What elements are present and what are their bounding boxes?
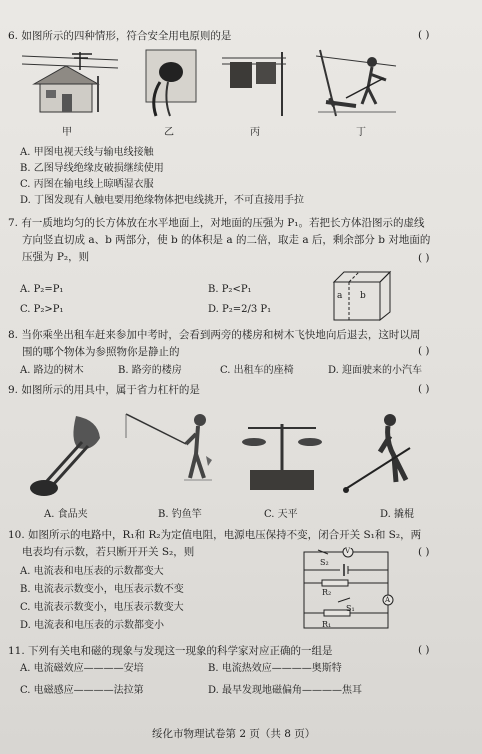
q8-answer-paren: ( ) <box>418 345 430 357</box>
q10-option-a: A. 电流表和电压表的示数都变大 <box>20 566 164 577</box>
q10-label-r1: R₁ <box>322 620 332 629</box>
q6-option-d: D. 丁图发现有人触电要用绝缘物体把电线挑开，不可直接用手拉 <box>20 195 305 206</box>
q6-option-b: B. 乙图导线绝缘皮破损继续使用 <box>20 163 164 174</box>
q7-option-d: D. P₂=2/3 P₁ <box>208 304 272 315</box>
page-footer: 绥化市物理试卷第 2 页（共 8 页） <box>152 728 316 740</box>
q10-stem-line2: 电表均有示数，若只断开开关 S₂，则 <box>22 546 195 558</box>
q6-figure-bing-wet-clothes <box>222 48 286 118</box>
q11-option-d: D. 最早发现地磁偏角————焦耳 <box>208 685 363 696</box>
q9-stem: 9. 如图所示的用具中，属于省力杠杆的是 <box>8 384 200 396</box>
q7-stem-line2: 方向竖直切成 a、b 两部分，使 b 的体积是 a 的二倍，取走 a 后，剩余部分 b 对地面的 <box>22 234 431 246</box>
q8-option-a: A. 路边的树木 <box>20 365 84 376</box>
q7-stem-line1: 7. 有一质地均匀的长方体放在水平地面上，对地面的压强为 P₁。若把长方体沿图示的虚线 <box>8 217 425 229</box>
q7-answer-paren: ( ) <box>418 252 430 264</box>
q10-stem-line1: 10. 如图所示的电路中，R₁和 R₂为定值电阻，电源电压保持不变，闭合开关 S₁和 S₂，两 <box>8 529 422 541</box>
q7-option-a: A. P₂=P₁ <box>20 284 64 295</box>
q9-caption-d: D. 撬棍 <box>380 509 415 520</box>
q11-stem: 11. 下列有关电和磁的现象与发现这一现象的科学家对应正确的一组是 <box>8 645 333 657</box>
q6-option-a: A. 甲图电视天线与输电线接触 <box>20 147 154 158</box>
q9-figure-food-tongs <box>28 412 108 498</box>
q6-stem: 6. 如图所示的四种情形，符合安全用电原则的是 <box>8 30 232 42</box>
q6-figure-jia-tv-antenna <box>22 46 118 118</box>
q9-figure-crowbar <box>340 412 436 500</box>
q6-caption-bing: 丙 <box>250 127 260 138</box>
q8-stem-line2: 围的哪个物体为参照物你是静止的 <box>22 346 180 358</box>
q10-option-b: B. 电流表示数变小，电压表示数不变 <box>20 584 184 595</box>
q8-option-d: D. 迎面驶来的小汽车 <box>328 365 423 376</box>
q11-option-b: B. 电流热效应————奥斯特 <box>208 663 342 674</box>
q8-option-c: C. 出租车的座椅 <box>220 365 294 376</box>
q7-label-b: b <box>360 291 366 301</box>
q10-option-c: C. 电流表示数变小，电压表示数变大 <box>20 602 184 613</box>
q6-figure-yi-damaged-wire <box>140 48 202 118</box>
q7-option-c: C. P₂>P₁ <box>20 304 64 315</box>
q9-figure-balance-scale <box>240 414 324 498</box>
q10-label-s1: S₁ <box>346 604 355 613</box>
q10-label-s2: S₂ <box>320 558 329 567</box>
q10-label-ammeter: A <box>385 596 391 604</box>
q6-caption-jia: 甲 <box>62 127 72 138</box>
q10-circuit-diagram <box>298 548 398 634</box>
q10-label-voltmeter: V <box>345 547 351 555</box>
q10-label-r2: R₂ <box>322 588 332 597</box>
q6-figure-ding-rescue <box>316 46 398 118</box>
q10-option-d: D. 电流表和电压表的示数都变小 <box>20 620 165 631</box>
q6-answer-paren: ( ) <box>418 29 430 41</box>
q7-stem-line3: 压强为 P₂，则 <box>22 251 90 263</box>
q8-stem-line1: 8. 当你乘坐出租车赶来参加中考时，会看到两旁的楼房和树木飞快地向后退去，这时以周 <box>8 329 421 341</box>
q6-option-c: C. 丙图在输电线上晾晒湿衣服 <box>20 179 154 190</box>
q11-option-c: C. 电磁感应————法拉第 <box>20 685 144 696</box>
q9-caption-a: A. 食品夹 <box>44 509 88 520</box>
q9-figure-fishing-rod <box>120 408 216 500</box>
q8-option-b: B. 路旁的楼房 <box>118 365 182 376</box>
q11-option-a: A. 电流磁效应————安培 <box>20 663 144 674</box>
q7-label-a: a <box>337 291 343 301</box>
q9-answer-paren: ( ) <box>418 383 430 395</box>
q9-caption-c: C. 天平 <box>264 509 298 520</box>
q9-caption-b: B. 钓鱼竿 <box>158 509 202 520</box>
q6-caption-ding: 丁 <box>356 127 366 138</box>
q10-answer-paren: ( ) <box>418 546 430 558</box>
q7-option-b: B. P₂<P₁ <box>208 284 252 295</box>
q11-answer-paren: ( ) <box>418 644 430 656</box>
q6-caption-yi: 乙 <box>164 127 174 138</box>
